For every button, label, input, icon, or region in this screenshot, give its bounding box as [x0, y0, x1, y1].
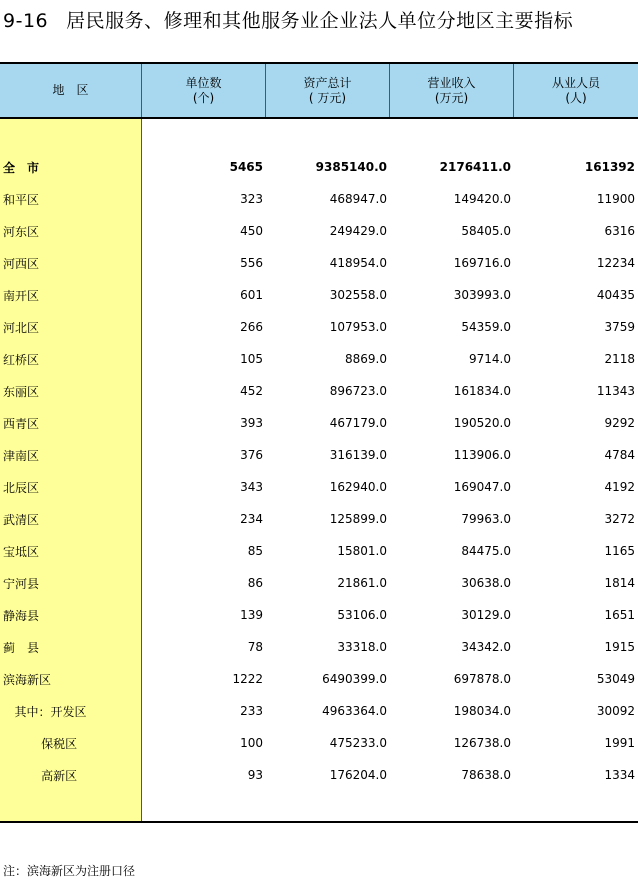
region-name-cell: 全 市: [3, 160, 40, 175]
units-cell: 343: [240, 480, 263, 494]
assets-cell: 15801.0: [337, 544, 387, 558]
units-cell: 5465: [229, 160, 263, 174]
employees-cell: 2118: [604, 352, 635, 366]
page-title: [3, 6, 573, 33]
assets-cell: 316139.0: [329, 448, 387, 462]
table-row: [0, 375, 638, 407]
employees-cell: 40435: [596, 288, 635, 302]
assets-cell: 125899.0: [329, 512, 387, 526]
employees-cell: 6316: [604, 224, 635, 238]
assets-cell: 6490399.0: [322, 672, 387, 686]
table-row: [0, 183, 638, 215]
assets-cell: 249429.0: [329, 224, 387, 238]
header-assets: [266, 64, 390, 117]
header-employees-unit: (人): [565, 90, 587, 105]
revenue-cell: 198034.0: [453, 704, 511, 718]
header-region-label: 地 区: [52, 83, 89, 97]
bottom-rule: [0, 821, 638, 823]
header-revenue-label: 营业收入: [427, 75, 476, 90]
table-body: [0, 151, 638, 791]
assets-cell: 418954.0: [329, 256, 387, 270]
assets-cell: 176204.0: [329, 768, 387, 782]
region-name-cell: 红桥区: [3, 352, 40, 367]
revenue-cell: 30638.0: [461, 576, 511, 590]
units-cell: 323: [240, 192, 263, 206]
revenue-cell: 169716.0: [453, 256, 511, 270]
assets-cell: 21861.0: [337, 576, 387, 590]
units-cell: 100: [240, 736, 263, 750]
assets-cell: 33318.0: [337, 640, 387, 654]
units-cell: 78: [247, 640, 263, 654]
revenue-cell: 79963.0: [461, 512, 511, 526]
revenue-cell: 126738.0: [453, 736, 511, 750]
header-units-unit: (个): [192, 90, 215, 105]
region-name-cell: 河北区: [3, 320, 40, 335]
region-name-cell: 东丽区: [3, 384, 40, 399]
header-assets-unit: ( 万元): [308, 90, 347, 105]
revenue-cell: 30129.0: [461, 608, 511, 622]
region-name-cell: 河西区: [3, 256, 40, 271]
table-row: [0, 471, 638, 503]
table-title: 居民服务、修理和其他服务业企业法人单位分地区主要指标: [66, 10, 574, 32]
units-cell: 452: [240, 384, 263, 398]
assets-cell: 162940.0: [329, 480, 387, 494]
revenue-cell: 149420.0: [453, 192, 511, 206]
units-cell: 85: [247, 544, 263, 558]
assets-cell: 302558.0: [329, 288, 387, 302]
assets-cell: 475233.0: [329, 736, 387, 750]
region-name-cell: 南开区: [3, 288, 40, 303]
region-name-cell: 和平区: [3, 192, 40, 207]
employees-cell: 1334: [604, 768, 635, 782]
table-number: 9-16: [3, 10, 49, 32]
units-cell: 450: [240, 224, 263, 238]
table-row: [0, 631, 638, 663]
region-name-cell: 津南区: [3, 448, 40, 463]
region-name-cell: 高新区: [3, 768, 78, 783]
units-cell: 266: [240, 320, 263, 334]
table-row: [0, 567, 638, 599]
assets-cell: 107953.0: [329, 320, 387, 334]
region-name-cell: 武清区: [3, 512, 40, 527]
units-cell: 93: [247, 768, 263, 782]
employees-cell: 11900: [596, 192, 635, 206]
header-units-label: 单位数: [185, 75, 222, 90]
employees-cell: 4784: [604, 448, 635, 462]
revenue-cell: 34342.0: [461, 640, 511, 654]
employees-cell: 12234: [596, 256, 635, 270]
employees-cell: 9292: [604, 416, 635, 430]
table-header: [0, 64, 638, 117]
region-name-cell: 其中：开发区: [3, 704, 87, 719]
units-cell: 376: [240, 448, 263, 462]
employees-cell: 161392: [584, 160, 635, 174]
region-name-cell: 河东区: [3, 224, 40, 239]
employees-cell: 3272: [604, 512, 635, 526]
header-revenue: [390, 64, 514, 117]
assets-cell: 4963364.0: [322, 704, 387, 718]
revenue-cell: 190520.0: [453, 416, 511, 430]
units-cell: 234: [240, 512, 263, 526]
revenue-cell: 113906.0: [453, 448, 511, 462]
revenue-cell: 54359.0: [461, 320, 511, 334]
units-cell: 233: [240, 704, 263, 718]
revenue-cell: 78638.0: [461, 768, 511, 782]
table-row: [0, 695, 638, 727]
table-row: [0, 503, 638, 535]
revenue-cell: 9714.0: [469, 352, 511, 366]
table-row: [0, 407, 638, 439]
revenue-cell: 2176411.0: [439, 160, 511, 174]
region-name-cell: 西青区: [3, 416, 40, 431]
table-row: [0, 727, 638, 759]
revenue-cell: 169047.0: [453, 480, 511, 494]
table-row: [0, 599, 638, 631]
assets-cell: 53106.0: [337, 608, 387, 622]
assets-cell: 468947.0: [329, 192, 387, 206]
assets-cell: 8869.0: [345, 352, 387, 366]
revenue-cell: 161834.0: [453, 384, 511, 398]
table-row: [0, 663, 638, 695]
region-name-cell: 滨海新区: [3, 672, 52, 687]
employees-cell: 53049: [596, 672, 635, 686]
header-region: [0, 64, 142, 117]
assets-cell: 9385140.0: [315, 160, 387, 174]
employees-cell: 11343: [596, 384, 635, 398]
employees-cell: 1651: [604, 608, 635, 622]
employees-cell: 3759: [604, 320, 635, 334]
region-name-cell: 宁河县: [3, 576, 40, 591]
revenue-cell: 58405.0: [461, 224, 511, 238]
units-cell: 139: [240, 608, 263, 622]
header-assets-label: 资产总计: [303, 75, 352, 90]
employees-cell: 1814: [604, 576, 635, 590]
table-row: [0, 535, 638, 567]
region-name-cell: 静海县: [3, 608, 40, 623]
footnote: 注：滨海新区为注册口径: [3, 864, 136, 878]
header-revenue-unit: (万元): [434, 90, 469, 105]
employees-cell: 1991: [604, 736, 635, 750]
table-row: [0, 311, 638, 343]
table-row: [0, 151, 638, 183]
revenue-cell: 303993.0: [453, 288, 511, 302]
region-name-cell: 宝坻区: [3, 544, 40, 559]
employees-cell: 4192: [604, 480, 635, 494]
employees-cell: 1915: [604, 640, 635, 654]
region-name-cell: 蓟 县: [3, 640, 40, 655]
units-cell: 1222: [232, 672, 263, 686]
region-name-cell: 北辰区: [3, 480, 40, 495]
units-cell: 393: [240, 416, 263, 430]
units-cell: 105: [240, 352, 263, 366]
units-cell: 601: [240, 288, 263, 302]
employees-cell: 30092: [596, 704, 635, 718]
table-row: [0, 215, 638, 247]
units-cell: 556: [240, 256, 263, 270]
employees-cell: 1165: [604, 544, 635, 558]
revenue-cell: 697878.0: [453, 672, 511, 686]
table-row: [0, 247, 638, 279]
table-row: [0, 439, 638, 471]
table-row: [0, 343, 638, 375]
header-units: [142, 64, 266, 117]
region-name-cell: 保税区: [3, 736, 78, 751]
assets-cell: 467179.0: [329, 416, 387, 430]
table-row: [0, 759, 638, 791]
assets-cell: 896723.0: [329, 384, 387, 398]
header-employees-label: 从业人员: [551, 75, 600, 90]
table-row: [0, 279, 638, 311]
header-employees: [514, 64, 638, 117]
units-cell: 86: [247, 576, 263, 590]
revenue-cell: 84475.0: [461, 544, 511, 558]
